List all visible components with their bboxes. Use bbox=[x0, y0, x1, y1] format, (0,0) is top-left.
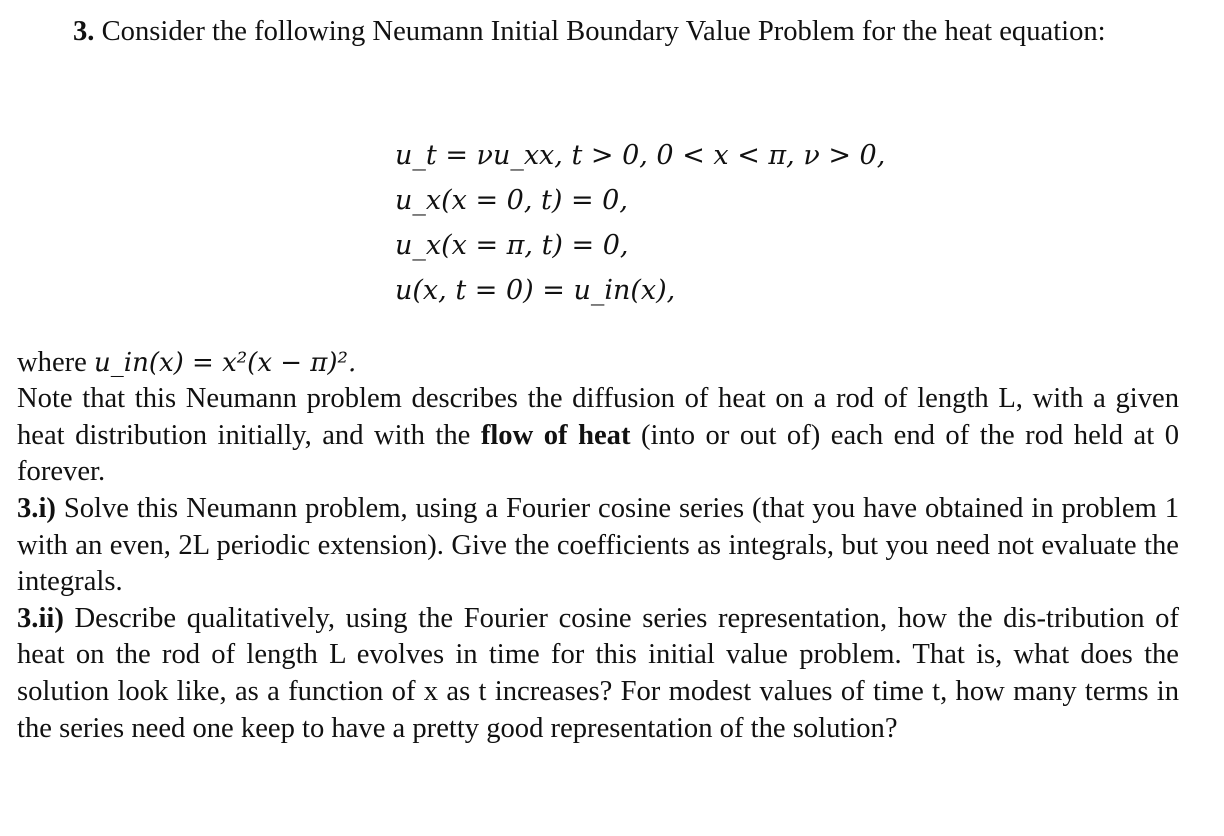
part-i bbox=[17, 491, 1179, 601]
part-i-label: 3.i) bbox=[17, 492, 56, 524]
where-prefix: where bbox=[17, 346, 87, 378]
initial-data-formula: u_in(x) = x²(x − π)². bbox=[94, 347, 357, 378]
problem-intro bbox=[17, 14, 1179, 51]
initial-condition: u(x, t = 0) = u_in(x), bbox=[395, 274, 676, 306]
part-i-text: Solve this Neumann problem, using a Fourier cosine series (that you have obtained in problem 1 with an even, 2L periodic extension). Give the coefficients as integrals, but you need not evaluate the integrals. bbox=[17, 492, 1179, 598]
part-ii-label: 3.ii) bbox=[17, 602, 64, 634]
intro-text: Consider the following Neumann Initial Boundary Value Problem for the heat equation: bbox=[101, 16, 1106, 47]
boundary-condition-right: u_x(x = π, t) = 0, bbox=[395, 229, 629, 261]
note-bold-phrase: flow of heat bbox=[480, 419, 631, 451]
part-ii bbox=[17, 601, 1179, 747]
note-paragraph bbox=[17, 381, 1179, 491]
problem-number: 3. bbox=[73, 16, 95, 47]
boundary-condition-left: u_x(x = 0, t) = 0, bbox=[395, 184, 628, 216]
where-clause bbox=[17, 345, 1179, 382]
equation-system bbox=[395, 133, 1179, 313]
note-text-before: Note that this Neumann problem describes the diffusion of heat on a rod of length L, with a given heat distribution initially, and with the bbox=[17, 383, 1179, 451]
problem-document bbox=[17, 14, 1179, 747]
note-text-after: (into or out of) each end of the rod held at 0 forever. bbox=[17, 419, 1179, 488]
heat-equation: u_t = νu_xx, t > 0, 0 < x < π, ν > 0, bbox=[395, 139, 886, 171]
part-ii-text: Describe qualitatively, using the Fourier cosine series representation, how the dis-tribution of heat on the rod of length L evolves in time for this initial value problem. That is, what does the solution look like, as a function of x as t increases? For modest values of time t, how many terms in the series need one keep to have a pretty good representation of the solution? bbox=[17, 602, 1179, 744]
